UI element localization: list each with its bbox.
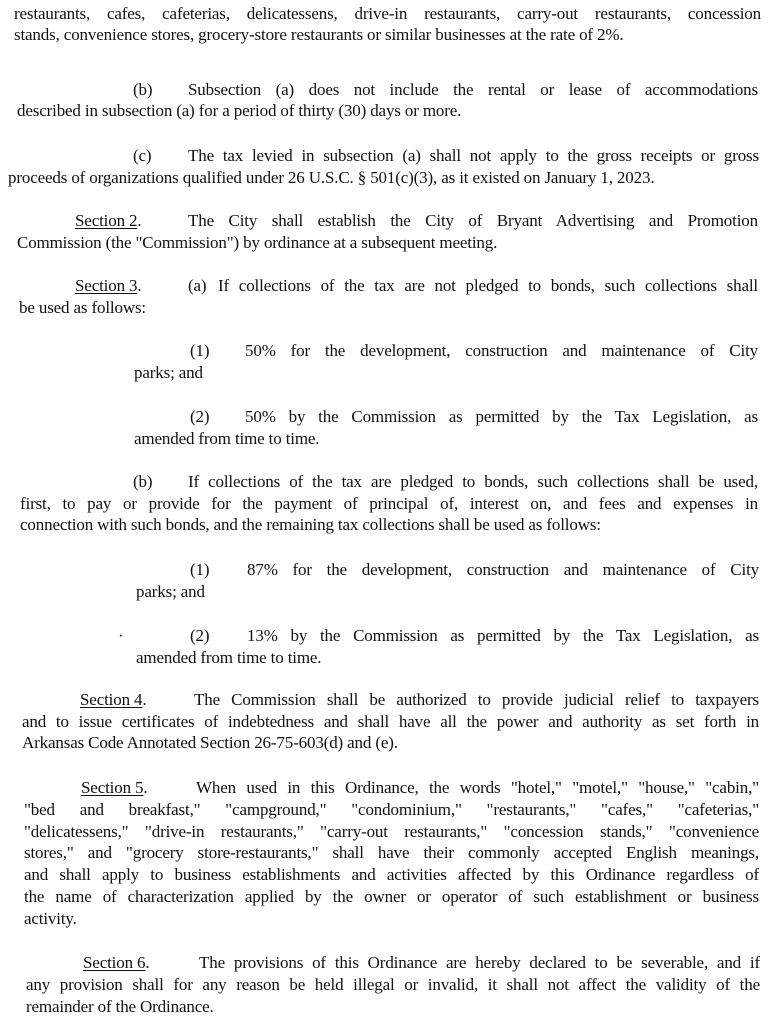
paragraph-line: Commission (the "Commission") by ordinance at a subsequent meeting.: [17, 233, 498, 252]
paragraph-line: 50% by the Commission as permitted by the Tax Legislation, as: [245, 407, 758, 426]
paragraph-line: stores," and "grocery store-restaurants," shall have their commonly accepted English meanings,: [24, 843, 759, 862]
paragraph-line: any provision shall for any reason be held illegal or invalid, it shall not affect the validity of the: [26, 975, 760, 994]
paragraph-line: and to issue certificates of indebtedness and shall have all the power and authority as set forth in: [22, 712, 759, 731]
item-label: (2): [190, 407, 210, 426]
section-heading: Section 5.: [81, 778, 148, 797]
section-heading: Section 2.: [75, 211, 142, 230]
paragraph-line: remainder of the Ordinance.: [26, 997, 214, 1016]
paragraph-line: connection with such bonds, and the remaining tax collections shall be used as follows:: [20, 515, 601, 534]
subsection-label: (a): [188, 276, 207, 295]
section-heading-text: Section 6: [83, 953, 146, 972]
item-label: (1): [190, 560, 210, 579]
paragraph-line: activity.: [24, 909, 77, 928]
section-heading-text: Section 4: [80, 690, 143, 709]
paragraph-line: described in subsection (a) for a period of thirty (30) days or more.: [17, 101, 462, 120]
paragraph-line: The City shall establish the City of Bryant Advertising and Promotion: [188, 211, 758, 230]
section-heading: Section 4.: [80, 690, 147, 709]
section-heading-text: Section 3: [75, 276, 138, 295]
paragraph-line: "bed and breakfast," "campground," "condominium," "restaurants," "cafes," "cafeterias,": [24, 800, 759, 819]
paragraph-line: the name of characterization applied by the owner or operator of such establishment or business: [24, 887, 759, 906]
section-heading: Section 3.: [75, 276, 142, 295]
paragraph-line: amended from time to time.: [134, 429, 320, 448]
paragraph-line: parks; and: [136, 582, 205, 601]
paragraph-line: Subsection (a) does not include the rental or lease of accommodations: [188, 80, 758, 99]
item-label: (2): [190, 626, 210, 645]
paragraph-line: amended from time to time.: [136, 648, 322, 667]
paragraph-line: 50% for the development, construction and maintenance of City: [245, 341, 758, 360]
stray-mark: ·: [118, 626, 124, 645]
paragraph-line: When used in this Ordinance, the words "hotel," "motel," "house," "cabin,": [196, 778, 759, 797]
paragraph-line: The provisions of this Ordinance are hereby declared to be severable, and if: [199, 953, 760, 972]
paragraph-line: If collections of the tax are pledged to bonds, such collections shall be used,: [188, 472, 758, 491]
item-label: (1): [190, 341, 210, 360]
subsection-label: (b): [133, 472, 153, 491]
paragraph-line: restaurants, cafes, cafeterias, delicatessens, drive-in restaurants, carry-out restaurants, concession: [14, 4, 761, 23]
paragraph-line: stands, convenience stores, grocery-store restaurants or similar businesses at the rate of 2%.: [14, 25, 624, 44]
paragraph-line: proceeds of organizations qualified under 26 U.S.C. § 501(c)(3), as it existed on January 1, 2023.: [8, 168, 655, 187]
paragraph-line: If collections of the tax are not pledged to bonds, such collections shall: [218, 276, 758, 295]
paragraph-line: be used as follows:: [19, 298, 146, 317]
paragraph-line: 13% by the Commission as permitted by the Tax Legislation, as: [247, 626, 759, 645]
section-heading: Section 6.: [83, 953, 150, 972]
paragraph-line: first, to pay or provide for the payment of principal of, interest on, and fees and expenses in: [20, 494, 758, 513]
paragraph-line: 87% for the development, construction and maintenance of City: [247, 560, 759, 579]
paragraph-line: Arkansas Code Annotated Section 26-75-603(d) and (e).: [22, 733, 398, 752]
subsection-label: (b): [133, 80, 153, 99]
paragraph-line: The tax levied in subsection (a) shall not apply to the gross receipts or gross: [188, 146, 759, 165]
section-heading-text: Section 5: [81, 778, 144, 797]
section-heading-text: Section 2: [75, 211, 138, 230]
subsection-label: (c): [133, 146, 152, 165]
paragraph-line: and shall apply to business establishments and activities affected by this Ordinance regardless of: [24, 865, 759, 884]
paragraph-line: The Commission shall be authorized to provide judicial relief to taxpayers: [194, 690, 759, 709]
paragraph-line: "delicatessens," "drive-in restaurants," "carry-out restaurants," "concession stands," "convenience: [24, 822, 759, 841]
paragraph-line: parks; and: [134, 363, 203, 382]
